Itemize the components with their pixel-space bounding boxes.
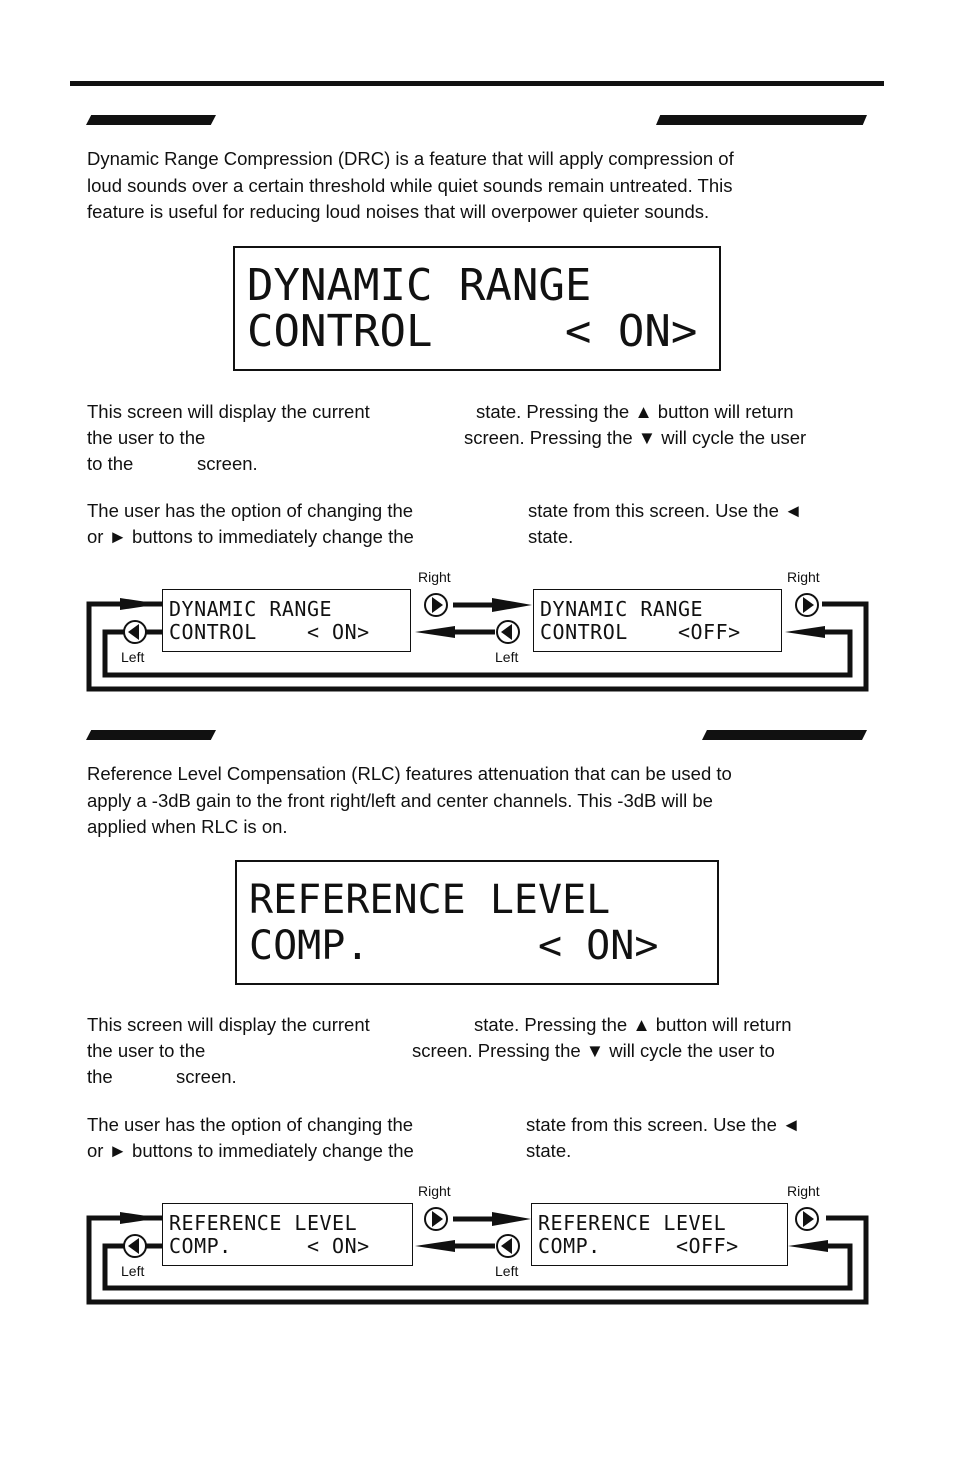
- lcd-line-2: CONTROL < ON>: [247, 306, 698, 357]
- right-button-icon: [796, 1208, 818, 1230]
- left-label: Left: [495, 1263, 519, 1279]
- right-label: Right: [787, 569, 820, 585]
- rlc-screen-on: REFERENCE LEVEL COMP. < ON>: [162, 1203, 413, 1266]
- arrow-right-icon: [120, 1212, 160, 1224]
- left-label: Left: [495, 649, 519, 665]
- arrow-left-icon: [415, 1240, 455, 1252]
- lcd-line-1: DYNAMIC RANGE: [247, 260, 592, 311]
- left-label: Left: [121, 649, 145, 665]
- right-label: Right: [787, 1183, 820, 1199]
- right-label: Right: [418, 569, 451, 585]
- right-label: Right: [418, 1183, 451, 1199]
- left-button-icon: [124, 1235, 146, 1257]
- lcd-line-1: REFERENCE LEVEL: [249, 877, 611, 923]
- left-label: Left: [121, 1263, 145, 1279]
- drc-intro: Dynamic Range Compression (DRC) is a feature that will apply compression of loud sounds over a certain threshold while quiet sounds remain untreated. This feature is useful for reducing loud noises that will overpower quieter sounds.: [87, 148, 734, 222]
- rlc-screen-off: REFERENCE LEVEL COMP. <OFF>: [531, 1203, 788, 1266]
- drc-screen-off: DYNAMIC RANGE CONTROL <OFF>: [533, 589, 782, 652]
- arrow-right-icon: [492, 1212, 531, 1226]
- drc-screen-on: DYNAMIC RANGE CONTROL < ON>: [162, 589, 411, 652]
- left-button-icon: [497, 1235, 519, 1257]
- arrow-left-icon: [788, 1240, 828, 1252]
- rlc-intro: Reference Level Compensation (RLC) features attenuation that can be used to apply a -3dB gain to the front right/left and center channels. This -3dB will be applied when RLC is on.: [87, 763, 732, 837]
- right-button-icon: [425, 1208, 447, 1230]
- lcd-line-2: COMP. < ON>: [249, 923, 659, 969]
